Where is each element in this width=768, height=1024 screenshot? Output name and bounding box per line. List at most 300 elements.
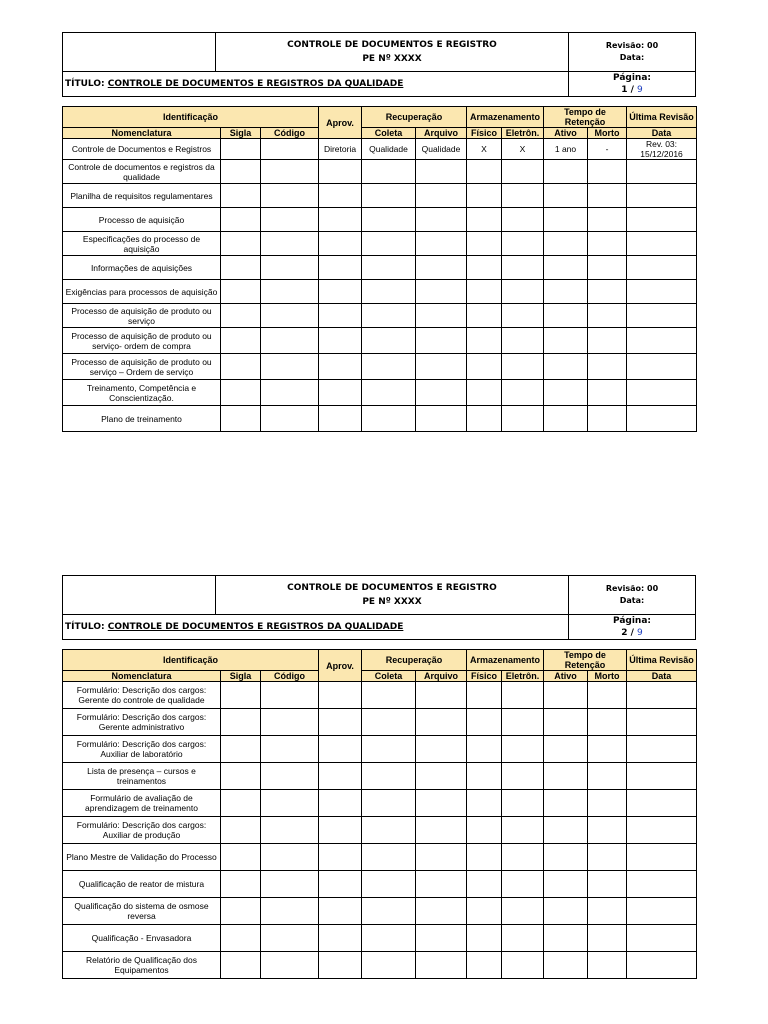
- document-header: [62, 575, 696, 640]
- cell-nomenclatura: Processo de aquisição de produto ou serviço – Ordem de serviço: [63, 354, 221, 380]
- cell-codigo: [261, 280, 319, 304]
- cell-eletron: [502, 763, 544, 790]
- cell-arquivo: [416, 871, 467, 898]
- document-header: [62, 32, 696, 97]
- cell-arquivo: [416, 160, 467, 184]
- cell-sigla: [221, 952, 261, 979]
- cell-aprov: [319, 380, 362, 406]
- cell-ativo: [544, 952, 588, 979]
- cell-nomenclatura: Formulário: Descrição dos cargos: Gerente do controle de qualidade: [63, 682, 221, 709]
- cell-aprov: [319, 328, 362, 354]
- col-group-recuperacao: Recuperação: [362, 107, 467, 128]
- cell-morto: [588, 232, 627, 256]
- cell-arquivo: [416, 406, 467, 432]
- cell-arquivo: [416, 380, 467, 406]
- cell-aprov: [319, 406, 362, 432]
- cell-sigla: [221, 256, 261, 280]
- cell-data: [627, 925, 697, 952]
- table-row: [63, 682, 697, 709]
- doc-title: CONTROLE DE DOCUMENTOS E REGISTRO: [287, 583, 497, 593]
- cell-eletron: [502, 871, 544, 898]
- cell-codigo: [261, 328, 319, 354]
- table-row: [63, 817, 697, 844]
- cell-morto: [588, 925, 627, 952]
- cell-eletron: [502, 817, 544, 844]
- table-row: [63, 763, 697, 790]
- cell-ativo: [544, 925, 588, 952]
- col-aprov: Aprov.: [319, 650, 362, 682]
- cell-arquivo: [416, 898, 467, 925]
- cell-morto: [588, 898, 627, 925]
- cell-codigo: [261, 184, 319, 208]
- cell-morto: [588, 328, 627, 354]
- cell-nomenclatura: Especificações do processo de aquisição: [63, 232, 221, 256]
- cell-morto: [588, 844, 627, 871]
- title-prefix: TÍTULO:: [65, 622, 105, 632]
- cell-data: [627, 790, 697, 817]
- page-indicator: Página: 1 / 9: [569, 72, 696, 97]
- cell-morto: [588, 406, 627, 432]
- cell-arquivo: [416, 925, 467, 952]
- title-prefix: TÍTULO:: [65, 79, 105, 89]
- cell-data: [627, 763, 697, 790]
- cell-coleta: Qualidade: [362, 139, 416, 160]
- cell-arquivo: [416, 208, 467, 232]
- col-fisico: Físico: [467, 671, 502, 682]
- cell-data: [627, 184, 697, 208]
- table-row: [63, 208, 697, 232]
- page-indicator: Página: 2 / 9: [569, 615, 696, 640]
- cell-nomenclatura: Plano de treinamento: [63, 406, 221, 432]
- cell-coleta: [362, 304, 416, 328]
- cell-eletron: [502, 790, 544, 817]
- cell-eletron: [502, 380, 544, 406]
- cell-aprov: [319, 304, 362, 328]
- col-eletron: Eletrôn.: [502, 128, 544, 139]
- cell-fisico: [467, 406, 502, 432]
- cell-morto: [588, 184, 627, 208]
- cell-sigla: [221, 184, 261, 208]
- records-table: [62, 649, 697, 979]
- cell-fisico: [467, 380, 502, 406]
- cell-eletron: [502, 280, 544, 304]
- cell-ativo: [544, 898, 588, 925]
- cell-data: [627, 844, 697, 871]
- col-ativo: Ativo: [544, 128, 588, 139]
- cell-ativo: [544, 790, 588, 817]
- header-logo-area: [63, 33, 216, 72]
- cell-coleta: [362, 184, 416, 208]
- cell-aprov: [319, 952, 362, 979]
- cell-data: [627, 160, 697, 184]
- col-coleta: Coleta: [362, 128, 416, 139]
- cell-sigla: [221, 736, 261, 763]
- cell-nomenclatura: Relatório de Qualificação dos Equipamentos: [63, 952, 221, 979]
- cell-arquivo: [416, 184, 467, 208]
- cell-fisico: [467, 817, 502, 844]
- cell-fisico: [467, 898, 502, 925]
- cell-nomenclatura: Processo de aquisição de produto ou serviço: [63, 304, 221, 328]
- cell-nomenclatura: Lista de presença – cursos e treinamentos: [63, 763, 221, 790]
- cell-data: [627, 256, 697, 280]
- cell-coleta: [362, 328, 416, 354]
- cell-ativo: [544, 682, 588, 709]
- cell-fisico: [467, 354, 502, 380]
- cell-codigo: [261, 139, 319, 160]
- cell-codigo: [261, 256, 319, 280]
- page-number: 1: [621, 85, 628, 95]
- cell-codigo: [261, 763, 319, 790]
- table-row: [63, 160, 697, 184]
- cell-codigo: [261, 682, 319, 709]
- col-sigla: Sigla: [221, 128, 261, 139]
- cell-codigo: [261, 736, 319, 763]
- cell-fisico: [467, 844, 502, 871]
- cell-arquivo: [416, 304, 467, 328]
- cell-morto: [588, 256, 627, 280]
- table-row: [63, 406, 697, 432]
- cell-ativo: [544, 184, 588, 208]
- page-number: 2: [621, 628, 628, 638]
- cell-morto: [588, 952, 627, 979]
- cell-fisico: [467, 232, 502, 256]
- page-total: 9: [637, 628, 643, 638]
- cell-morto: [588, 354, 627, 380]
- cell-eletron: [502, 160, 544, 184]
- table-row: [63, 925, 697, 952]
- cell-aprov: [319, 160, 362, 184]
- cell-codigo: [261, 871, 319, 898]
- cell-data: [627, 232, 697, 256]
- cell-aprov: [319, 898, 362, 925]
- cell-eletron: X: [502, 139, 544, 160]
- cell-fisico: [467, 208, 502, 232]
- cell-codigo: [261, 952, 319, 979]
- col-codigo: Código: [261, 671, 319, 682]
- cell-coleta: [362, 682, 416, 709]
- document-title: CONTROLE DE DOCUMENTOS E REGISTROS DA QUALIDADE: [107, 79, 404, 89]
- cell-morto: [588, 380, 627, 406]
- table-row: [63, 844, 697, 871]
- col-ativo: Ativo: [544, 671, 588, 682]
- table-row: [63, 709, 697, 736]
- cell-coleta: [362, 208, 416, 232]
- col-group-recuperacao: Recuperação: [362, 650, 467, 671]
- cell-nomenclatura: Formulário: Descrição dos cargos: Gerente administrativo: [63, 709, 221, 736]
- cell-codigo: [261, 790, 319, 817]
- cell-fisico: [467, 790, 502, 817]
- cell-fisico: [467, 184, 502, 208]
- cell-nomenclatura: Formulário: Descrição dos cargos: Auxiliar de laboratório: [63, 736, 221, 763]
- col-nomenclatura: Nomenclatura: [63, 128, 221, 139]
- cell-nomenclatura: Plano Mestre de Validação do Processo: [63, 844, 221, 871]
- cell-aprov: [319, 925, 362, 952]
- cell-coleta: [362, 790, 416, 817]
- cell-data: [627, 898, 697, 925]
- cell-aprov: [319, 817, 362, 844]
- cell-fisico: [467, 952, 502, 979]
- cell-sigla: [221, 790, 261, 817]
- cell-nomenclatura: Planilha de requisitos regulamentares: [63, 184, 221, 208]
- cell-morto: [588, 280, 627, 304]
- col-eletron: Eletrôn.: [502, 671, 544, 682]
- cell-data: [627, 304, 697, 328]
- cell-aprov: [319, 871, 362, 898]
- cell-morto: [588, 736, 627, 763]
- cell-eletron: [502, 184, 544, 208]
- cell-sigla: [221, 709, 261, 736]
- cell-arquivo: [416, 844, 467, 871]
- col-morto: Morto: [588, 671, 627, 682]
- document-page-2: [62, 575, 696, 979]
- cell-arquivo: [416, 682, 467, 709]
- cell-ativo: [544, 380, 588, 406]
- records-table-body: [63, 139, 697, 432]
- header-title-cell: [63, 615, 569, 640]
- cell-sigla: [221, 354, 261, 380]
- cell-fisico: [467, 763, 502, 790]
- cell-aprov: [319, 844, 362, 871]
- cell-data: [627, 280, 697, 304]
- cell-fisico: X: [467, 139, 502, 160]
- cell-aprov: [319, 736, 362, 763]
- cell-fisico: [467, 304, 502, 328]
- cell-eletron: [502, 304, 544, 328]
- col-codigo: Código: [261, 128, 319, 139]
- records-table-body: [63, 682, 697, 979]
- cell-coleta: [362, 256, 416, 280]
- col-coleta: Coleta: [362, 671, 416, 682]
- cell-codigo: [261, 232, 319, 256]
- cell-sigla: [221, 380, 261, 406]
- col-aprov: Aprov.: [319, 107, 362, 139]
- cell-ativo: [544, 844, 588, 871]
- cell-aprov: [319, 763, 362, 790]
- cell-fisico: [467, 256, 502, 280]
- cell-nomenclatura: Qualificação - Envasadora: [63, 925, 221, 952]
- cell-nomenclatura: Processo de aquisição de produto ou serviço- ordem de compra: [63, 328, 221, 354]
- cell-sigla: [221, 871, 261, 898]
- cell-eletron: [502, 844, 544, 871]
- cell-fisico: [467, 709, 502, 736]
- cell-morto: [588, 871, 627, 898]
- cell-nomenclatura: Controle de documentos e registros da qualidade: [63, 160, 221, 184]
- cell-nomenclatura: Qualificação do sistema de osmose reversa: [63, 898, 221, 925]
- cell-fisico: [467, 328, 502, 354]
- cell-coleta: [362, 952, 416, 979]
- cell-aprov: [319, 709, 362, 736]
- cell-aprov: [319, 256, 362, 280]
- cell-aprov: [319, 208, 362, 232]
- cell-coleta: [362, 232, 416, 256]
- cell-arquivo: [416, 736, 467, 763]
- col-nomenclatura: Nomenclatura: [63, 671, 221, 682]
- cell-data: [627, 328, 697, 354]
- table-row: [63, 736, 697, 763]
- cell-fisico: [467, 925, 502, 952]
- cell-aprov: [319, 184, 362, 208]
- table-row: [63, 898, 697, 925]
- cell-sigla: [221, 682, 261, 709]
- cell-eletron: [502, 208, 544, 232]
- cell-eletron: [502, 925, 544, 952]
- table-row: [63, 790, 697, 817]
- cell-ativo: [544, 160, 588, 184]
- cell-sigla: [221, 328, 261, 354]
- cell-sigla: [221, 232, 261, 256]
- cell-arquivo: [416, 709, 467, 736]
- col-data: Data: [627, 671, 697, 682]
- cell-sigla: [221, 208, 261, 232]
- cell-arquivo: [416, 256, 467, 280]
- cell-ativo: [544, 354, 588, 380]
- col-group-ultima-revisao: Última Revisão: [627, 107, 697, 128]
- cell-morto: [588, 682, 627, 709]
- cell-eletron: [502, 709, 544, 736]
- cell-eletron: [502, 952, 544, 979]
- cell-aprov: [319, 354, 362, 380]
- cell-ativo: [544, 871, 588, 898]
- cell-fisico: [467, 736, 502, 763]
- cell-data: [627, 354, 697, 380]
- cell-ativo: [544, 280, 588, 304]
- cell-eletron: [502, 406, 544, 432]
- cell-coleta: [362, 817, 416, 844]
- cell-eletron: [502, 898, 544, 925]
- cell-data: [627, 709, 697, 736]
- cell-ativo: [544, 709, 588, 736]
- cell-eletron: [502, 682, 544, 709]
- cell-aprov: [319, 790, 362, 817]
- header-revision-info: [569, 33, 696, 72]
- cell-arquivo: Qualidade: [416, 139, 467, 160]
- cell-data: [627, 208, 697, 232]
- cell-arquivo: [416, 817, 467, 844]
- cell-nomenclatura: Formulário de avaliação de aprendizagem de treinamento: [63, 790, 221, 817]
- header-revision-info: [569, 576, 696, 615]
- col-group-identificacao: Identificação: [63, 650, 319, 671]
- header-doc-info: [216, 33, 569, 72]
- cell-codigo: [261, 208, 319, 232]
- cell-eletron: [502, 256, 544, 280]
- table-row: [63, 184, 697, 208]
- col-group-tempo-retencao: Tempo de Retenção: [544, 107, 627, 128]
- cell-coleta: [362, 736, 416, 763]
- cell-morto: [588, 709, 627, 736]
- date-label: Data:: [619, 53, 645, 62]
- col-group-identificacao: Identificação: [63, 107, 319, 128]
- cell-fisico: [467, 160, 502, 184]
- cell-eletron: [502, 232, 544, 256]
- cell-data: Rev. 03: 15/12/2016: [627, 139, 697, 160]
- cell-sigla: [221, 304, 261, 328]
- cell-coleta: [362, 280, 416, 304]
- cell-nomenclatura: Treinamento, Competência e Conscientização.: [63, 380, 221, 406]
- document-page-1: [62, 32, 696, 432]
- col-arquivo: Arquivo: [416, 128, 467, 139]
- cell-nomenclatura: Controle de Documentos e Registros: [63, 139, 221, 160]
- cell-codigo: [261, 304, 319, 328]
- cell-sigla: [221, 844, 261, 871]
- cell-data: [627, 871, 697, 898]
- cell-arquivo: [416, 952, 467, 979]
- cell-eletron: [502, 354, 544, 380]
- cell-aprov: [319, 280, 362, 304]
- revision-label: Revisão: 00: [605, 41, 659, 50]
- cell-ativo: [544, 817, 588, 844]
- cell-codigo: [261, 406, 319, 432]
- cell-ativo: [544, 736, 588, 763]
- cell-eletron: [502, 736, 544, 763]
- doc-title: CONTROLE DE DOCUMENTOS E REGISTRO: [287, 40, 497, 50]
- table-row: [63, 256, 697, 280]
- cell-morto: [588, 304, 627, 328]
- cell-data: [627, 682, 697, 709]
- table-row: [63, 354, 697, 380]
- cell-codigo: [261, 844, 319, 871]
- cell-ativo: [544, 328, 588, 354]
- cell-ativo: [544, 256, 588, 280]
- cell-morto: [588, 763, 627, 790]
- cell-sigla: [221, 898, 261, 925]
- cell-sigla: [221, 925, 261, 952]
- cell-coleta: [362, 871, 416, 898]
- cell-data: [627, 952, 697, 979]
- revision-label: Revisão: 00: [605, 584, 659, 593]
- cell-fisico: [467, 871, 502, 898]
- cell-nomenclatura: Qualificação de reator de mistura: [63, 871, 221, 898]
- cell-ativo: [544, 232, 588, 256]
- cell-nomenclatura: Processo de aquisição: [63, 208, 221, 232]
- cell-codigo: [261, 925, 319, 952]
- cell-fisico: [467, 280, 502, 304]
- cell-coleta: [362, 354, 416, 380]
- cell-arquivo: [416, 280, 467, 304]
- cell-coleta: [362, 160, 416, 184]
- cell-sigla: [221, 763, 261, 790]
- header-title-cell: [63, 72, 569, 97]
- records-table: [62, 106, 697, 432]
- cell-arquivo: [416, 328, 467, 354]
- cell-fisico: [467, 682, 502, 709]
- header-doc-info: [216, 576, 569, 615]
- cell-ativo: [544, 406, 588, 432]
- col-data: Data: [627, 128, 697, 139]
- page-total: 9: [637, 85, 643, 95]
- cell-morto: [588, 790, 627, 817]
- cell-coleta: [362, 380, 416, 406]
- cell-codigo: [261, 354, 319, 380]
- cell-nomenclatura: Formulário: Descrição dos cargos: Auxiliar de produção: [63, 817, 221, 844]
- cell-coleta: [362, 925, 416, 952]
- col-morto: Morto: [588, 128, 627, 139]
- cell-coleta: [362, 898, 416, 925]
- col-arquivo: Arquivo: [416, 671, 467, 682]
- cell-data: [627, 380, 697, 406]
- cell-aprov: [319, 232, 362, 256]
- cell-nomenclatura: Informações de aquisições: [63, 256, 221, 280]
- cell-data: [627, 736, 697, 763]
- cell-data: [627, 406, 697, 432]
- cell-codigo: [261, 817, 319, 844]
- table-row: [63, 952, 697, 979]
- cell-sigla: [221, 139, 261, 160]
- col-group-ultima-revisao: Última Revisão: [627, 650, 697, 671]
- cell-coleta: [362, 844, 416, 871]
- table-row: [63, 139, 697, 160]
- cell-aprov: Diretoria: [319, 139, 362, 160]
- cell-coleta: [362, 763, 416, 790]
